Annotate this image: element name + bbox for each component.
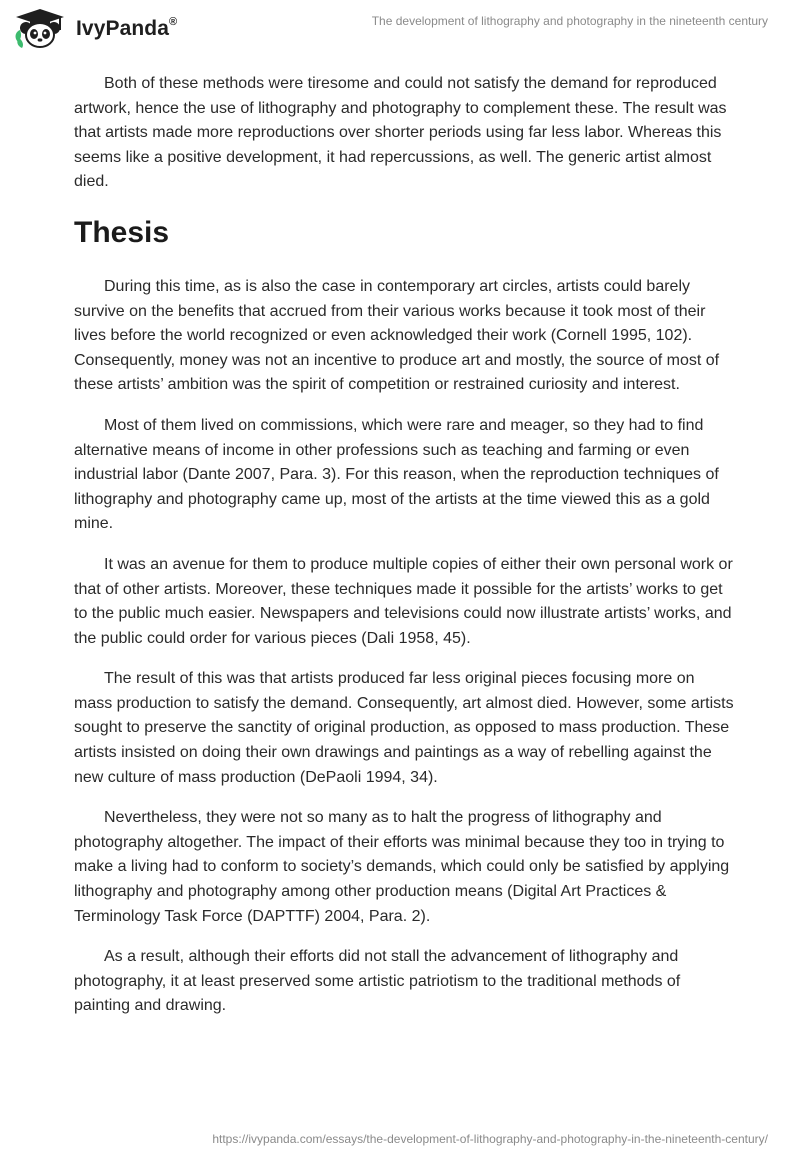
section-heading-thesis: Thesis: [74, 215, 170, 249]
panda-graduate-icon: [12, 8, 68, 50]
footer-source-url[interactable]: https://ivypanda.com/essays/the-development-of-lithography-and-photography-in-the-nineteenth-century/: [212, 1132, 768, 1146]
paragraph: Most of them lived on commissions, which were rare and meager, so they had to find alternative means of income in other professions such as teaching and farming or even industrial labor (Dante 2007, Para. 3). For this reason, when the reproduction techniques of lithography and photography came up, most of the artists at the time viewed this as a gold mine.: [74, 416, 719, 533]
paragraph: As a result, although their efforts did not stall the advancement of lithography and photography, it at least preserved some artistic patriotism to the traditional methods of painting and drawing.: [74, 948, 681, 1015]
essay-body: [74, 72, 734, 1035]
paragraph: Nevertheless, they were not so many as to halt the progress of lithography and photography altogether. The impact of their efforts was minimal because they too in trying to make a living had to conform to society’s demands, which could only be satisfied by applying lithography and photography among other production means (Digital Art Practices & Terminology Task Force (DAPTTF) 2004, Para. 2).: [74, 809, 730, 925]
logo-wordmark: IvyPanda®: [76, 16, 178, 40]
registered-mark: ®: [169, 16, 178, 28]
page-header: [0, 0, 800, 60]
paragraph: During this time, as is also the case in contemporary art circles, artists could barely survive on the benefits that accrued from their various works because it took most of their lives before the world recognized or even acknowledged their work (Cornell 1995, 102). Consequently, money was not an incentive to produce art and mostly, the source of most of these artists’ ambition was the spirit of competition or restrained curiosity and interest.: [74, 277, 720, 394]
paragraph: The result of this was that artists produced far less original pieces focusing more on mass production to satisfy the demand. Consequently, art almost died. However, some artists sought to preserve the sanctity of original production, as opposed to mass production. These artists insisted on doing their own drawings and paintings as a way of rebelling against the new culture of mass production (DePaoli 1994, 34).: [74, 670, 734, 786]
running-title: The development of lithography and photography in the nineteenth century: [371, 14, 768, 28]
paragraph-intro: Both of these methods were tiresome and could not satisfy the demand for reproduced artwork, hence the use of lithography and photography to complement these. The result was that artists made more reproductions over shorter periods using far less labor. Whereas this seems like a positive development, it had repercussions, as well. The generic artist almost died.: [74, 75, 727, 191]
paragraph: It was an avenue for them to produce multiple copies of either their own personal work or that of other artists. Moreover, these techniques made it possible for the artists’ works to get to the public much easier. Newspapers and televisions could now illustrate artists’ works, and the public could order for various pieces (Dali 1958, 45).: [74, 555, 733, 647]
ivypanda-logo[interactable]: [12, 8, 177, 50]
